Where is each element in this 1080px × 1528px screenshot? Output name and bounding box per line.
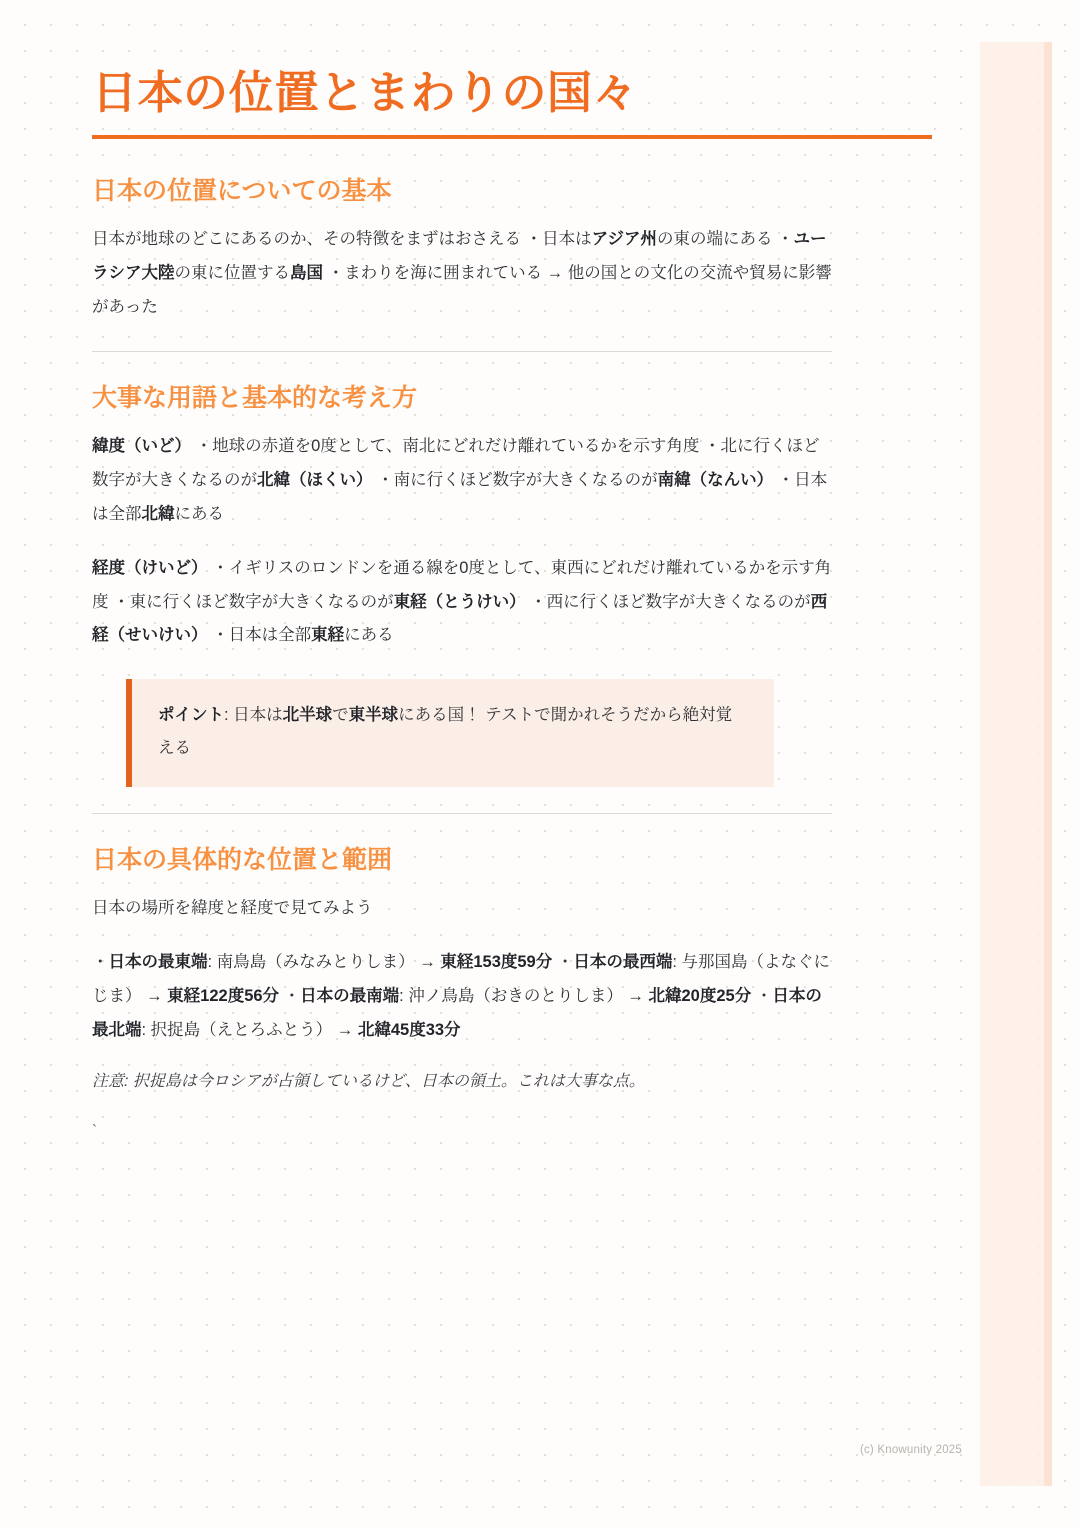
callout-point: [126, 679, 774, 787]
title-divider: [92, 135, 932, 139]
section-paragraph: 日本が地球のどこにあるのか、その特徴をまずはおさえる ・日本はアジア州の東の端にある ・ユーラシア大陸の東に位置する島国 ・まわりを海に囲まれている → 他の国との文化の交流や貿易に影響があった: [92, 230, 832, 317]
section-basics: [92, 175, 832, 325]
section-terms: [92, 382, 832, 787]
section-heading: 日本の具体的な位置と範囲: [92, 846, 393, 875]
section-paragraph: 緯度（いど） ・地球の赤道を0度として、南北にどれだけ離れているかを示す角度 ・北に行くほど数字が大きくなるのが北緯（ほくい） ・南に行くほど数字が大きくなるのが南緯（なんい） ・日本は全部北緯にある: [92, 437, 828, 523]
section-specific-position: [92, 844, 832, 1139]
footer-credit: (c) Knowunity 2025: [859, 1444, 962, 1456]
decorative-right-stripe: [1044, 42, 1052, 1486]
section-heading: 大事な用語と基本的な考え方: [92, 383, 418, 412]
trailing-mark: `: [92, 1121, 97, 1139]
section-divider: [92, 813, 832, 814]
section-paragraph: ・日本の最東端: 南鳥島（みなみとりしま） → 東経153度59分 ・日本の最西端: 与那国島（よなぐにじま） → 東経122度56分 ・日本の最南端: 沖ノ鳥島（おきのとりしま） → 北緯20度25分 ・日本の最北端: 択捉島（えとろふとう） → 北緯45度33分: [92, 953, 830, 1039]
section-heading: 日本の位置についての基本: [92, 176, 392, 205]
decorative-right-band: [980, 42, 1052, 1486]
section-lead: 日本の場所を緯度と経度で見てみよう: [92, 898, 373, 917]
section-divider: [92, 351, 832, 352]
document-content: [92, 66, 832, 1139]
section-paragraph: 経度（けいど） ・イギリスのロンドンを通る線を0度として、東西にどれだけ離れているかを示す角度 ・東に行くほど数字が大きくなるのが東経（とうけい） ・西に行くほど数字が大きくなるのが西経（せいけい） ・日本は全部東経にある: [92, 558, 832, 645]
section-note: 注意: 択捉島は今ロシアが占領しているけど、日本の領土。これは大事な点。: [92, 1073, 645, 1091]
page-title: 日本の位置とまわりの国々: [92, 67, 639, 118]
callout-text: ポイント: 日本は北半球で東半球にある国！ テストで聞かれそうだから絶対覚える: [158, 706, 733, 758]
